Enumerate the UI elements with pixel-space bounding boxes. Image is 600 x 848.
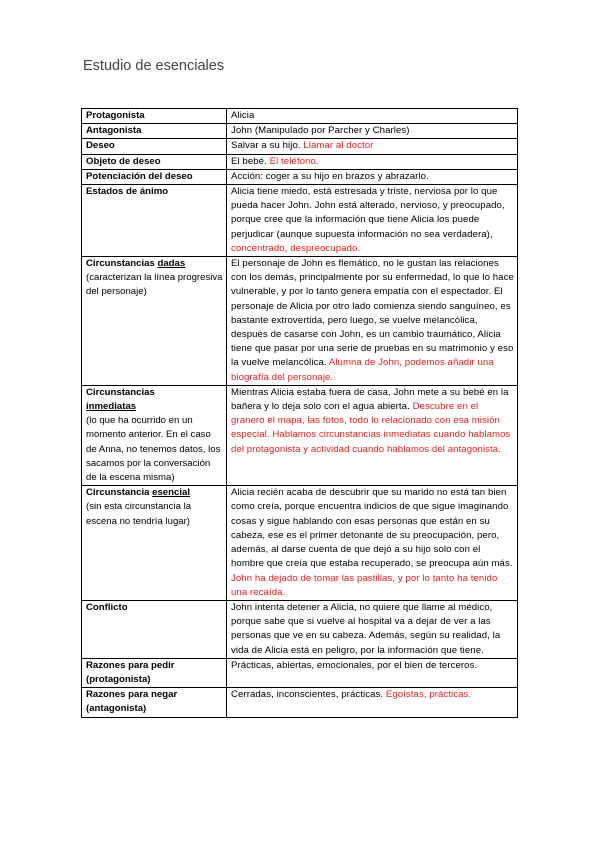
moods-text: Alicia tiene miedo, está estresada y triste, nerviosa por lo que pueda hacer John. John está alterado, nervioso, y preocupado, porque cree que la información que tiene Alicia los puede perjudicar (aunque supuesta información no sea verdadera), <box>231 186 505 240</box>
row-label-moods: Estados de ánimo <box>82 185 227 257</box>
immediate-text: Mientras Alicia estaba fuera de casa, John mete a su bebé en la bañera y lo deja solo con el agua abierta. <box>231 386 509 413</box>
row-value-antagonist: John (Manipulado por Parcher y Charles) <box>227 124 518 139</box>
table-row <box>82 109 518 124</box>
row-value-immediate-circumstances <box>227 385 518 485</box>
table-row <box>82 169 518 184</box>
row-value-given-circumstances <box>227 257 518 386</box>
essential-label-prefix: Circunstancia <box>86 487 150 499</box>
given-sublabel: (caracterizan la línea progresiva del personaje) <box>86 272 223 298</box>
immediate-label-underlined: inmediatas <box>86 401 137 413</box>
essential-sublabel: (sin esta circunstancia la escena no tendría lugar) <box>86 501 192 527</box>
row-label-reasons-deny: Razones para negar (antagonista) <box>82 688 227 717</box>
row-label-protagonist: Protagonista <box>82 109 227 124</box>
given-text: El personaje de John es flemático, no le gustan las relaciones con los demás, principalmente por su enfermedad, lo que lo hace vulnerable, y por lo tanto genera empatía con el espectador. El personaje de Alicia por otro lado comienza siendo sanguíneo, es bastante extrovertida, pero luego, se vuelve melancólica, después de casarse con John, es un cambio traumático, Alicia tiene que pasar por una serie de pruebas en su matrimonio y eso la vuelve melancólica. <box>231 258 514 369</box>
row-value-reasons-deny <box>227 688 518 717</box>
reasons-deny-text: Cerradas, inconscientes, prácticas. <box>231 689 384 701</box>
given-label-underlined: dadas <box>157 258 186 270</box>
row-value-desire <box>227 139 518 154</box>
desire-object-note: El teléfono. <box>269 155 319 167</box>
desire-text: Salvar a su hijo. <box>231 140 301 152</box>
table-row <box>82 257 518 386</box>
table-row <box>82 688 518 717</box>
given-note: Alumna de John, podemos añadir una biografía del personaje. <box>231 357 494 383</box>
row-value-essential-circumstance <box>227 486 518 601</box>
essential-text: Alicia recién acaba de descubrir que su marido no está tan bien como creía, porque encuentra indicios de que sigue imaginando cosas y sigue hablando con esas personas que están en su cabeza, ese es el primer detonante de su preocupación, pero, además, al darse cuenta de que dejó a su hijo solo con el hombre que creía que estaba recuperado, se preocupa aún más. <box>231 487 513 570</box>
row-value-desire-object <box>227 154 518 169</box>
row-label-conflict: Conflicto <box>82 600 227 658</box>
row-label-given-circumstances <box>82 257 227 386</box>
row-value-moods <box>227 185 518 257</box>
row-value-reasons-ask: Prácticas, abiertas, emocionales, por el bien de terceros. <box>227 658 518 687</box>
row-value-conflict: John intenta detener a Alicia, no quiere que llame al médico, porque sabe que si vuelve al hospital va a dejar de ver a las personas que ve en su cabeza. Además, según su realidad, la vida de Alicia está en peligro, por la información que tiene. <box>227 600 518 658</box>
row-label-immediate-circumstances <box>82 385 227 485</box>
row-label-antagonist: Antagonista <box>82 124 227 139</box>
row-value-protagonist: Alicia <box>227 109 518 124</box>
table-row <box>82 154 518 169</box>
row-label-reasons-ask: Razones para pedir (protagonista) <box>82 658 227 687</box>
row-label-desire-object: Objeto de deseo <box>82 154 227 169</box>
table-row <box>82 124 518 139</box>
moods-note: concentrado, despreocupado. <box>231 242 361 254</box>
immediate-note: Descubre en el granero el mapa, las fotos, todo lo relacionado con esa misión especial. Hablamos circunstancias inmediatas cuando hablamos del protagonista y actividad cuando hablamos del antagonista. <box>231 401 511 455</box>
row-label-essential-circumstance <box>82 486 227 601</box>
essential-label-underlined: esencial <box>152 487 190 499</box>
reasons-deny-note: Egoístas, prácticas. <box>385 689 472 701</box>
row-label-desire-boost: Potenciación del deseo <box>82 169 227 184</box>
table-row <box>82 600 518 658</box>
document-title: Estudio de esenciales <box>83 58 225 74</box>
table-row <box>82 658 518 687</box>
table-row <box>82 486 518 601</box>
immediate-label-prefix: Circunstancias <box>86 386 155 398</box>
row-value-desire-boost: Acción: coger a su hijo en brazos y abrazarlo. <box>227 169 518 184</box>
row-label-desire: Deseo <box>82 139 227 154</box>
table-row <box>82 185 518 257</box>
table-row <box>82 385 518 485</box>
given-label-prefix: Circunstancias <box>86 258 155 270</box>
desire-note: Llamar al doctor <box>303 140 374 152</box>
table-row <box>82 139 518 154</box>
immediate-sublabel: (lo que ha ocurrido en un momento anterior. En el caso de Anna, no tenemos datos, los sacamos por la conversación de la escena misma) <box>86 415 221 484</box>
desire-object-text: El bebé. <box>231 155 267 167</box>
essentials-table <box>81 108 518 718</box>
essential-note: John ha dejado de tomar las pastillas, y por lo tanto ha tenido una recaída. <box>231 572 498 598</box>
